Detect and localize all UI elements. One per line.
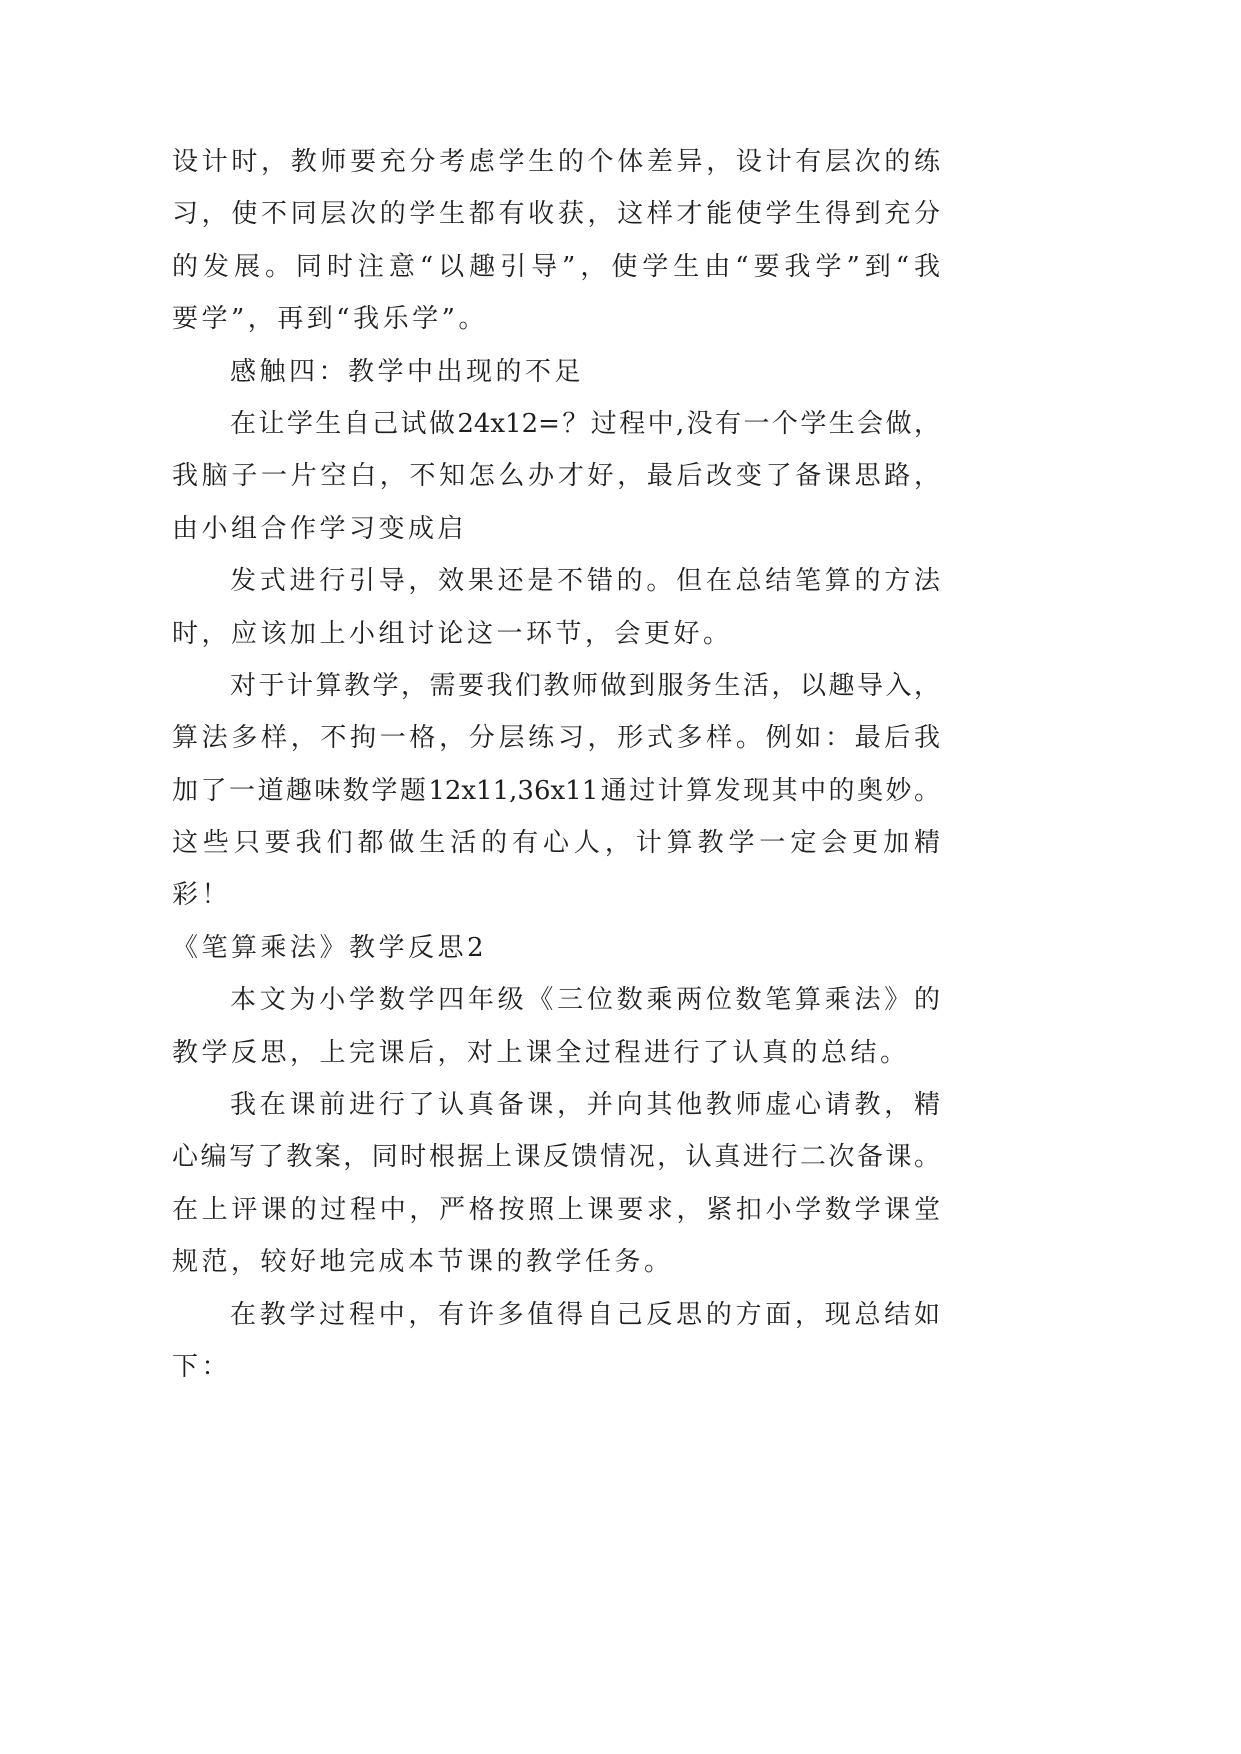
paragraph <box>172 660 940 922</box>
text-line: 心编写了教案，同时根据上课反馈情况，认真进行二次备课。 <box>172 1142 940 1173</box>
text-line: 发式进行引导，效果还是不错的。但在总结笔算的方法 <box>230 566 940 597</box>
paragraph <box>172 974 940 1079</box>
text-line: 的发展。同时注意“以趣引导”，使学生由“要我学”到“我 <box>172 251 940 282</box>
text-line: 我脑子一片空白，不知怎么办才好，最后改变了备课思路， <box>172 461 940 492</box>
text-line: 下： <box>172 1351 232 1382</box>
paragraph <box>172 555 940 660</box>
text-line: 在上评课的过程中，严格按照上课要求，紧扣小学数学课堂 <box>172 1194 940 1225</box>
text-line: 习，使不同层次的学生都有收获，这样才能使学生得到充分 <box>172 199 940 230</box>
paragraph <box>172 136 940 346</box>
text-line: 要学”，再到“我乐学”。 <box>172 304 488 335</box>
text-line: 规范，较好地完成本节课的教学任务。 <box>172 1247 674 1278</box>
text-line: 在教学过程中，有许多值得自己反思的方面，现总结如 <box>230 1299 940 1330</box>
text-line: 在让学生自己试做24x12=？过程中,没有一个学生会做， <box>230 408 940 439</box>
text-line: 教学反思，上完课后，对上课全过程进行了认真的总结。 <box>172 1037 910 1068</box>
text-line: 加了一道趣味数学题12x11,36x11通过计算发现其中的奥妙。 <box>172 775 940 806</box>
subheading: 感触四：教学中出现的不足 <box>230 356 585 387</box>
text-line: 本文为小学数学四年级《三位数乘两位数笔算乘法》的 <box>230 985 940 1016</box>
text-line: 对于计算教学，需要我们教师做到服务生活，以趣导入， <box>230 670 940 701</box>
section-heading: 《笔算乘法》教学反思2 <box>172 932 488 963</box>
text-line: 我在课前进行了认真备课，并向其他教师虚心请教，精 <box>230 1090 940 1121</box>
subheading-paragraph <box>172 346 940 398</box>
paragraph <box>172 1289 940 1394</box>
text-line: 时，应该加上小组讨论这一环节，会更好。 <box>172 618 733 649</box>
text-line: 算法多样，不拘一格，分层练习，形式多样。例如：最后我 <box>172 723 940 754</box>
text-line: 彩！ <box>172 880 232 911</box>
paragraph <box>172 1079 940 1289</box>
text-line: 这些只要我们都做生活的有心人，计算教学一定会更加精 <box>172 828 940 859</box>
text-line: 设计时，教师要充分考虑学生的个体差异，设计有层次的练 <box>172 147 940 177</box>
text-line: 由小组合作学习变成启 <box>172 513 468 544</box>
paragraph <box>172 398 940 555</box>
document-body <box>172 136 940 1393</box>
